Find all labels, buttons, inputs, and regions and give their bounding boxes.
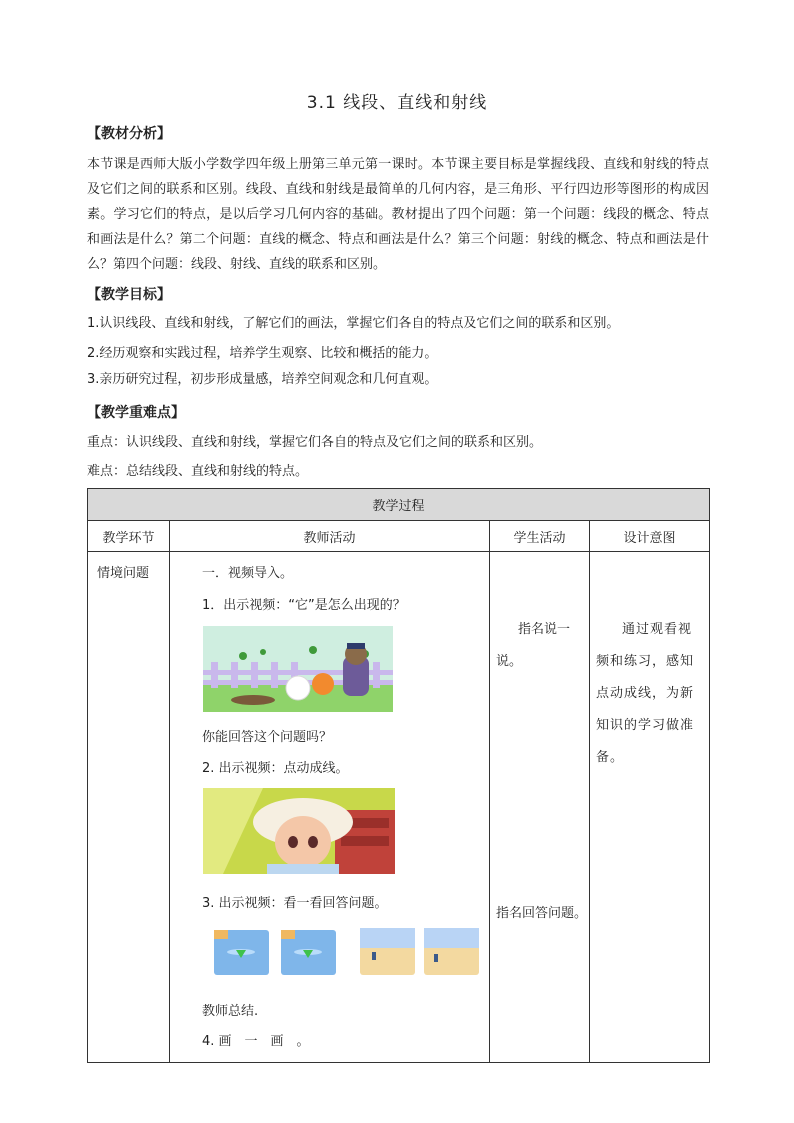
exercise-thumbnail-4 — [424, 928, 479, 975]
step-1-text: 1．出示视频：“它”是怎么出现的？ — [202, 598, 406, 613]
exercise-thumbnail-1 — [214, 930, 269, 975]
column-header-student: 学生活动 — [490, 521, 590, 552]
goal-item-3: 3.亲历研究过程，初步形成量感，培养空间观念和几何直观。 — [87, 372, 438, 387]
page-title: 3.1 线段、直线和射线 — [306, 93, 488, 113]
student-answer-2: 指名回答问题。 — [496, 906, 588, 921]
table-caption: 教学过程 — [88, 489, 710, 521]
step-2-text: 2. 出示视频：点动成线。 — [202, 761, 349, 776]
column-header-intent: 设计意图 — [590, 521, 710, 552]
stage-cell — [88, 552, 170, 1063]
difficult-point: 难点：总结线段、直线和射线的特点。 — [87, 464, 309, 479]
exercise-thumbnail-2 — [281, 930, 336, 975]
teaching-process-table — [87, 488, 710, 1063]
teacher-summary-text: 教师总结. — [202, 1004, 259, 1019]
stage-label: 情境问题 — [97, 566, 150, 581]
student-activity-cell — [490, 552, 590, 1063]
column-header-stage: 教学环节 — [88, 521, 170, 552]
table-row — [88, 552, 710, 1063]
goal-item-2: 2.经历观察和实践过程，培养学生观察、比较和概括的能力。 — [87, 346, 438, 361]
keypoints-heading: 【教学重难点】 — [87, 405, 185, 421]
goals-heading: 【教学目标】 — [87, 287, 171, 303]
analysis-text: 本节课是西师大版小学数学四年级上册第三单元第一课时。本节课主要目标是掌握线段、直线和射线的特点及它们之间的联系和区别。线段、直线和射线是最简单的几何内容，是三角形、平行四边形等图形的构成因素。学习它们的特点，是以后学习几何内容的基础。教材提出了四个问题：第一个问题：线段的概念、特点和画法是什么？第二个问题：直线的概念、特点和画法是什么？第三个问题：射线的概念、特点和画法是什么？第四个问题：线段、射线、直线的联系和区别。 — [87, 157, 709, 272]
design-intent-cell — [590, 552, 710, 1063]
student-answer-1: 指名说一说。 — [496, 622, 571, 669]
video-thumbnail-character — [203, 788, 395, 874]
step-3-text: 3. 出示视频：看一看回答问题。 — [202, 896, 388, 911]
question-text: 你能回答这个问题吗？ — [202, 730, 333, 745]
analysis-heading: 【教材分析】 — [87, 126, 171, 142]
video-thumbnail-garden — [203, 626, 393, 712]
step-4-text: 4. 画 一 画 。 — [202, 1034, 310, 1049]
goal-item-1: 1.认识线段、直线和射线，了解它们的画法，掌握它们各自的特点及它们之间的联系和区别。 — [87, 316, 620, 331]
exercise-thumbnail-3 — [360, 928, 415, 975]
design-intent-text: 通过观看视频和练习，感知点动成线，为新知识的学习做准备。 — [596, 622, 695, 765]
video-intro-heading: 一．视频导入。 — [202, 566, 294, 581]
column-header-teacher: 教师活动 — [170, 521, 490, 552]
key-point: 重点：认识线段、直线和射线，掌握它们各自的特点及它们之间的联系和区别。 — [87, 435, 543, 450]
teacher-activity-cell — [170, 552, 490, 1063]
